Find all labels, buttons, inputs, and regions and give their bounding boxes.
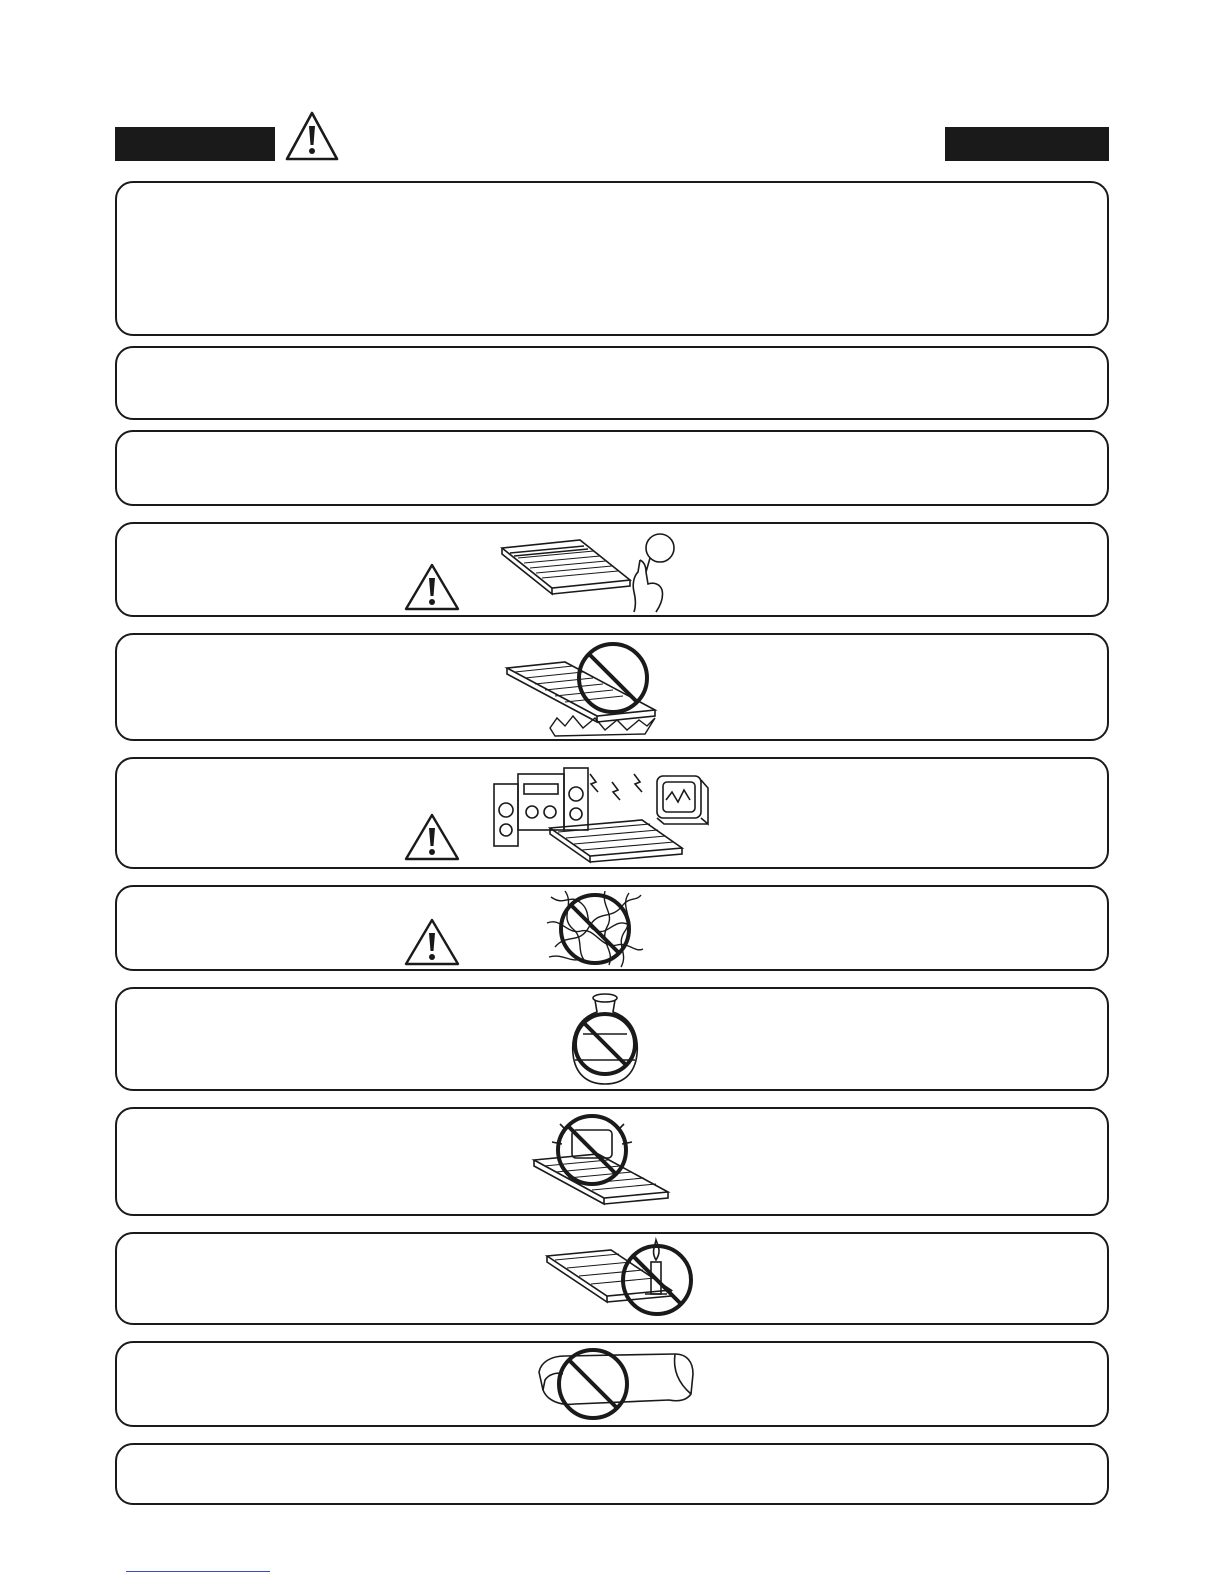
notice-box-3 [115,430,1109,506]
notice-box-2 [115,346,1109,420]
warning-triangle-icon [403,917,461,967]
digital-piano-power-illustration [500,528,690,614]
notice-box-1 [115,181,1109,336]
no-drop-illustration [505,640,670,738]
cable-tangle-illustration [545,887,645,969]
no-heavy-objects-illustration [532,1110,672,1212]
interference-illustration [492,762,712,868]
notice-box-12 [115,1443,1109,1505]
no-liquids-illustration [565,990,645,1090]
warning-triangle-icon [284,110,340,162]
warning-triangle-icon [403,562,461,612]
no-flame-illustration [545,1236,700,1326]
footer-rule [126,1571,270,1572]
no-cover-illustration [535,1344,700,1426]
header-right-bar [945,127,1109,161]
header-left-bar [115,127,275,161]
warning-triangle-icon [403,812,461,862]
